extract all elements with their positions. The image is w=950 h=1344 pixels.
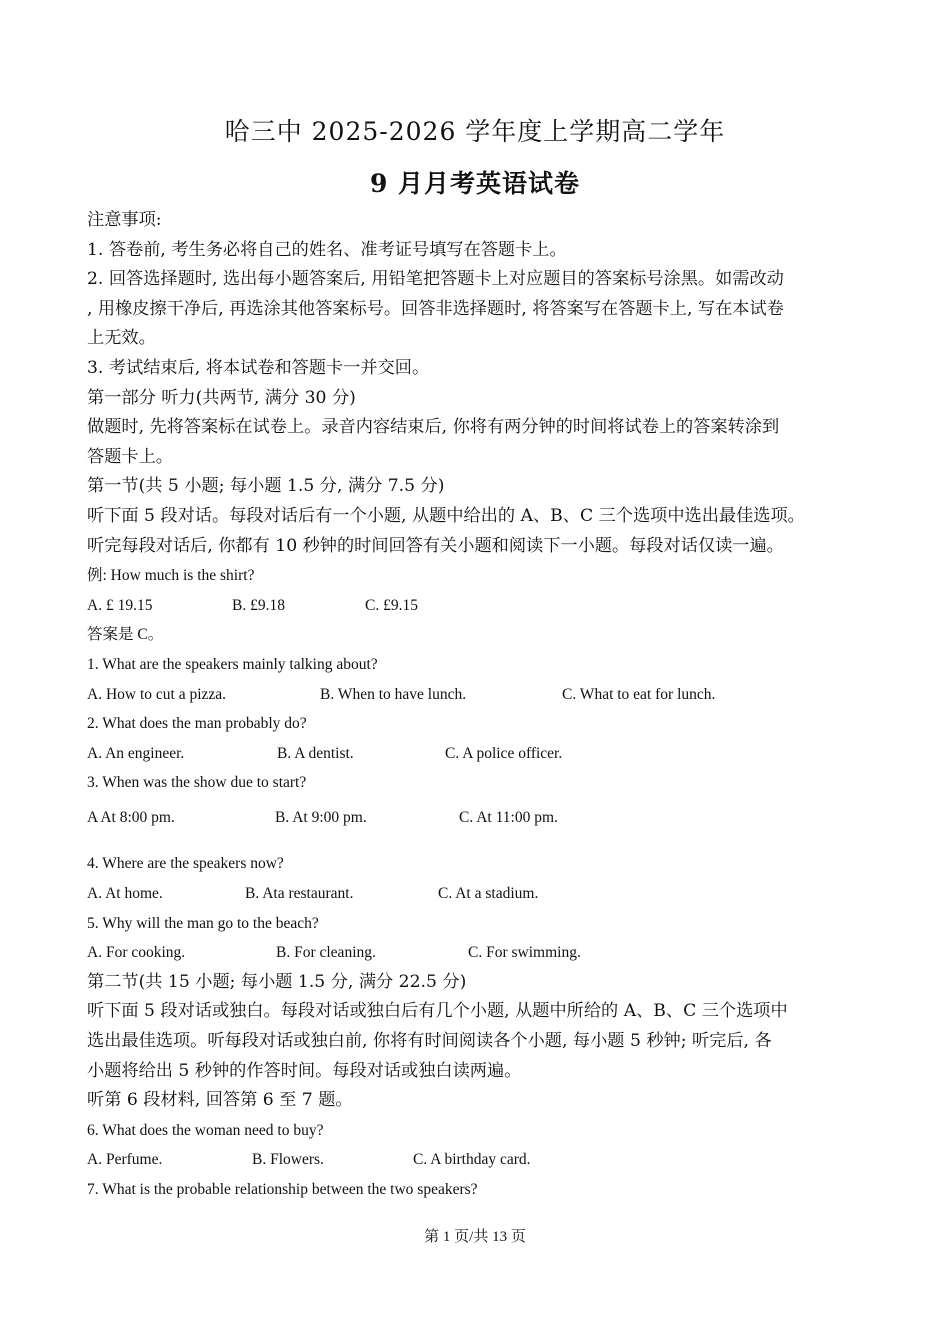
example-answer: 答案是 C。: [87, 626, 164, 644]
part1-heading: 第一部分 听力(共两节, 满分 30 分): [87, 387, 356, 408]
question-4-option-c: C. At a stadium.: [438, 885, 539, 903]
example-option-c: C. £9.15: [365, 596, 418, 614]
example-question: 例: How much is the shirt?: [87, 567, 255, 585]
question-5: 5. Why will the man go to the beach?: [87, 914, 319, 932]
section1-instruction-line-1: 听下面 5 段对话。每段对话后有一个小题, 从题中给出的 A、B、C 三个选项中选出最佳选项。: [87, 505, 805, 526]
question-1-option-c: C. What to eat for lunch.: [562, 685, 716, 703]
exam-content: [87, 206, 887, 1205]
question-3-options: [87, 803, 887, 833]
question-4-options: [87, 879, 887, 909]
question-3-option-b: B. At 9:00 pm.: [275, 808, 367, 826]
notes-item-2-line-3: 上无效。: [87, 328, 156, 349]
question-5-options: [87, 938, 887, 968]
question-3: 3. When was the show due to start?: [87, 774, 307, 792]
notes-item-3: 3. 考试结束后, 将本试卷和答题卡一并交回。: [87, 357, 430, 378]
example-option-b: B. £9.18: [232, 596, 285, 614]
spacer: [87, 832, 887, 849]
question-2: 2. What does the man probably do?: [87, 715, 307, 733]
exam-subtitle: 9 月月考英语试卷: [369, 169, 581, 198]
page-number: 第 1 页/共 13 页: [424, 1229, 526, 1245]
question-6-options: [87, 1145, 887, 1175]
notes-item-1: 1. 答卷前, 考生务必将自己的姓名、准考证号填写在答题卡上。: [87, 239, 567, 260]
notes-heading: 注意事项:: [87, 210, 162, 230]
notes-item-2-line-1: 2. 回答选择题时, 选出每小题答案后, 用铅笔把答题卡上对应题目的答案标号涂黑。如需改动: [87, 269, 784, 290]
section2-instruction-line-3: 小题将给出 5 秒钟的作答时间。每段对话或独白读两遍。: [87, 1060, 522, 1081]
example-option-a: A. £ 19.15: [87, 596, 153, 614]
section1-heading: 第一节(共 5 小题; 每小题 1.5 分, 满分 7.5 分): [87, 476, 445, 497]
part1-instruction-line-2: 答题卡上。: [87, 446, 173, 467]
question-2-option-c: C. A police officer.: [445, 744, 563, 762]
question-2-options: [87, 739, 887, 769]
question-4: 4. Where are the speakers now?: [87, 855, 284, 873]
section1-instruction-line-2: 听完每段对话后, 你都有 10 秒钟的时间回答有关小题和阅读下一小题。每段对话仅读一遍。: [87, 535, 784, 556]
question-1: 1. What are the speakers mainly talking about?: [87, 655, 378, 673]
question-1-options: [87, 680, 887, 710]
section2-heading: 第二节(共 15 小题; 每小题 1.5 分, 满分 22.5 分): [87, 971, 467, 992]
question-5-option-a: A. For cooking.: [87, 944, 186, 962]
question-6-option-a: A. Perfume.: [87, 1151, 163, 1169]
example-options: [87, 591, 887, 621]
question-6: 6. What does the woman need to buy?: [87, 1121, 324, 1139]
question-3-option-c: C. At 11:00 pm.: [459, 808, 558, 826]
question-5-option-c: C. For swimming.: [468, 944, 581, 962]
question-5-option-b: B. For cleaning.: [276, 944, 376, 962]
question-4-option-a: A. At home.: [87, 885, 163, 903]
question-4-option-b: B. Ata restaurant.: [245, 885, 354, 903]
question-1-option-b: B. When to have lunch.: [320, 685, 467, 703]
question-6-option-b: B. Flowers.: [252, 1151, 324, 1169]
part1-instruction-line-1: 做题时, 先将答案标在试卷上。录音内容结束后, 你将有两分钟的时间将试卷上的答案转涂到: [87, 417, 780, 438]
question-6-option-c: C. A birthday card.: [413, 1151, 531, 1169]
exam-title: 哈三中 2025-2026 学年度上学期高二学年: [224, 117, 726, 146]
section2-instruction-line-2: 选出最佳选项。听每段对话或独白前, 你将有时间阅读各个小题, 每小题 5 秒钟; 听完后, 各: [87, 1031, 772, 1052]
section2-instruction-line-1: 听下面 5 段对话或独白。每段对话或独白后有几个小题, 从题中所给的 A、B、C 三个选项中: [87, 1001, 788, 1022]
question-1-option-a: A. How to cut a pizza.: [87, 685, 227, 703]
question-2-option-b: B. A dentist.: [277, 744, 354, 762]
question-7: 7. What is the probable relationship between the two speakers?: [87, 1181, 478, 1198]
notes-item-2-line-2: , 用橡皮擦干净后, 再选涂其他答案标号。回答非选择题时, 将答案写在答题卡上, 写在本试卷: [87, 298, 784, 319]
question-3-option-a: A At 8:00 pm.: [87, 808, 175, 826]
question-2-option-a: A. An engineer.: [87, 744, 185, 762]
material-6-instruction: 听第 6 段材料, 回答第 6 至 7 题。: [87, 1090, 353, 1111]
